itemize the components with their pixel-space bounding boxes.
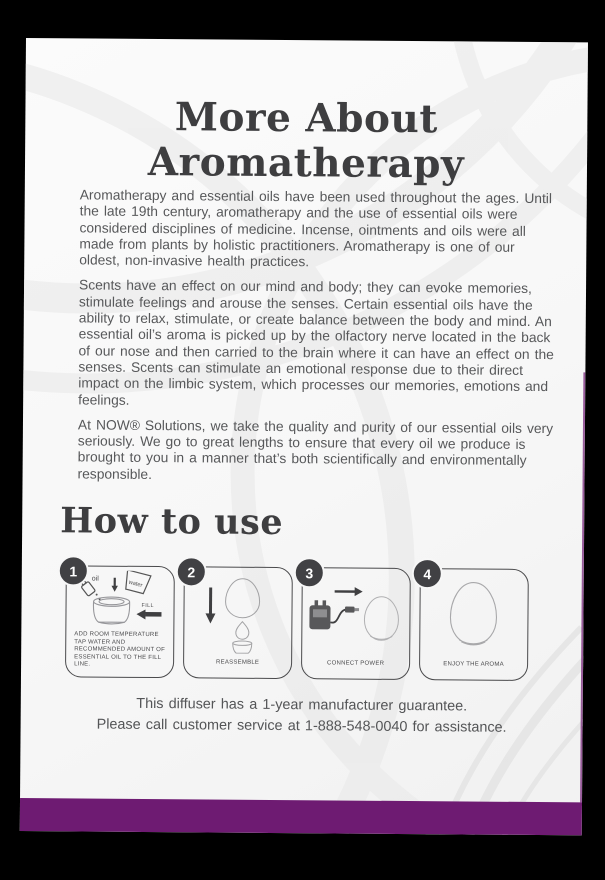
box-side-edge xyxy=(580,372,586,802)
step-number-badge: 1 xyxy=(58,555,89,586)
pour-arrow-icon xyxy=(111,578,118,592)
fill-arrow-icon xyxy=(136,609,161,619)
paragraph-history: Aromatherapy and essential oils have been used throughout the ages. Until the late 19th century, aromatherapy and the use of essential oils were considered disciplines of medicine. Incense, ointments and oils were all made from plants by holistic practitioners. Aromatherapy is one of our oldest, non-invasive health practices. xyxy=(79,187,553,270)
oil-label: oil xyxy=(91,575,99,583)
step-box-3 xyxy=(301,564,411,680)
water-label: water xyxy=(127,579,143,590)
step-box-2 xyxy=(183,563,293,679)
right-arrow-icon xyxy=(335,587,363,596)
water-cup-icon xyxy=(123,570,151,594)
enjoy-aroma-illustration xyxy=(419,577,529,654)
diffuser-icon xyxy=(364,597,398,641)
step-number-badge: 4 xyxy=(412,558,443,589)
step-box-4 xyxy=(419,565,529,681)
how-to-use-heading: How to use xyxy=(60,500,284,544)
step-caption: ENJOY THE AROMA xyxy=(443,661,504,669)
step-caption: ADD ROOM TEMPERATURE TAP WATER AND RECOMMENDED AMOUNT OF ESSENTIAL OIL TO THE FILL LINE. xyxy=(74,631,166,668)
diffuser-parts-icon xyxy=(225,579,260,654)
step-caption: REASSEMBLE xyxy=(215,659,260,667)
diffuser-icon xyxy=(450,582,496,645)
body-copy xyxy=(77,187,555,495)
fill-label: FILL xyxy=(141,602,154,610)
page-title xyxy=(25,94,588,188)
guarantee-line-2: Please call customer service at 1-888-548-0040 for assistance. xyxy=(96,716,507,736)
how-to-use-steps xyxy=(65,562,529,681)
diffuser-base-icon xyxy=(93,597,129,624)
title-line-1: More About xyxy=(174,94,439,143)
box-panel xyxy=(20,38,588,835)
power-adapter-icon xyxy=(309,600,359,629)
purple-footer-band xyxy=(20,798,582,835)
title-line-2: Aromatherapy xyxy=(147,138,465,188)
step-number-badge: 2 xyxy=(176,556,207,587)
down-arrow-icon xyxy=(205,587,215,623)
step-number-badge: 3 xyxy=(294,557,325,588)
connect-power-illustration xyxy=(301,576,411,653)
paragraph-scents: Scents have an effect on our mind and body; they can evoke memories, stimulate feelings and arouse the senses. Certain essential oils have the ability to relax, stimulate, or create balance between the body and mind. An essential oil’s aroma is picked up by the olfactory nerve located in the back of our nose and then carried to the brain where it can have an effect on the senses. Scents can stimulate an emotional response due to their direct impact on the limbic system, which processes our memories, emotions and feelings. xyxy=(78,277,554,408)
step-caption: CONNECT POWER xyxy=(326,660,385,668)
guarantee-note xyxy=(21,693,583,738)
guarantee-line-1: This diffuser has a 1-year manufacturer guarantee. xyxy=(136,695,468,715)
reassemble-illustration xyxy=(183,575,293,654)
step-box-1 xyxy=(65,562,175,678)
paragraph-now-solutions: At NOW® Solutions, we take the quality and purity of our essential oils very seriously. We go to great lengths to ensure that every oil we produce is brought to you in a manner that’s both scientifically and environmentally responsible. xyxy=(77,417,554,482)
